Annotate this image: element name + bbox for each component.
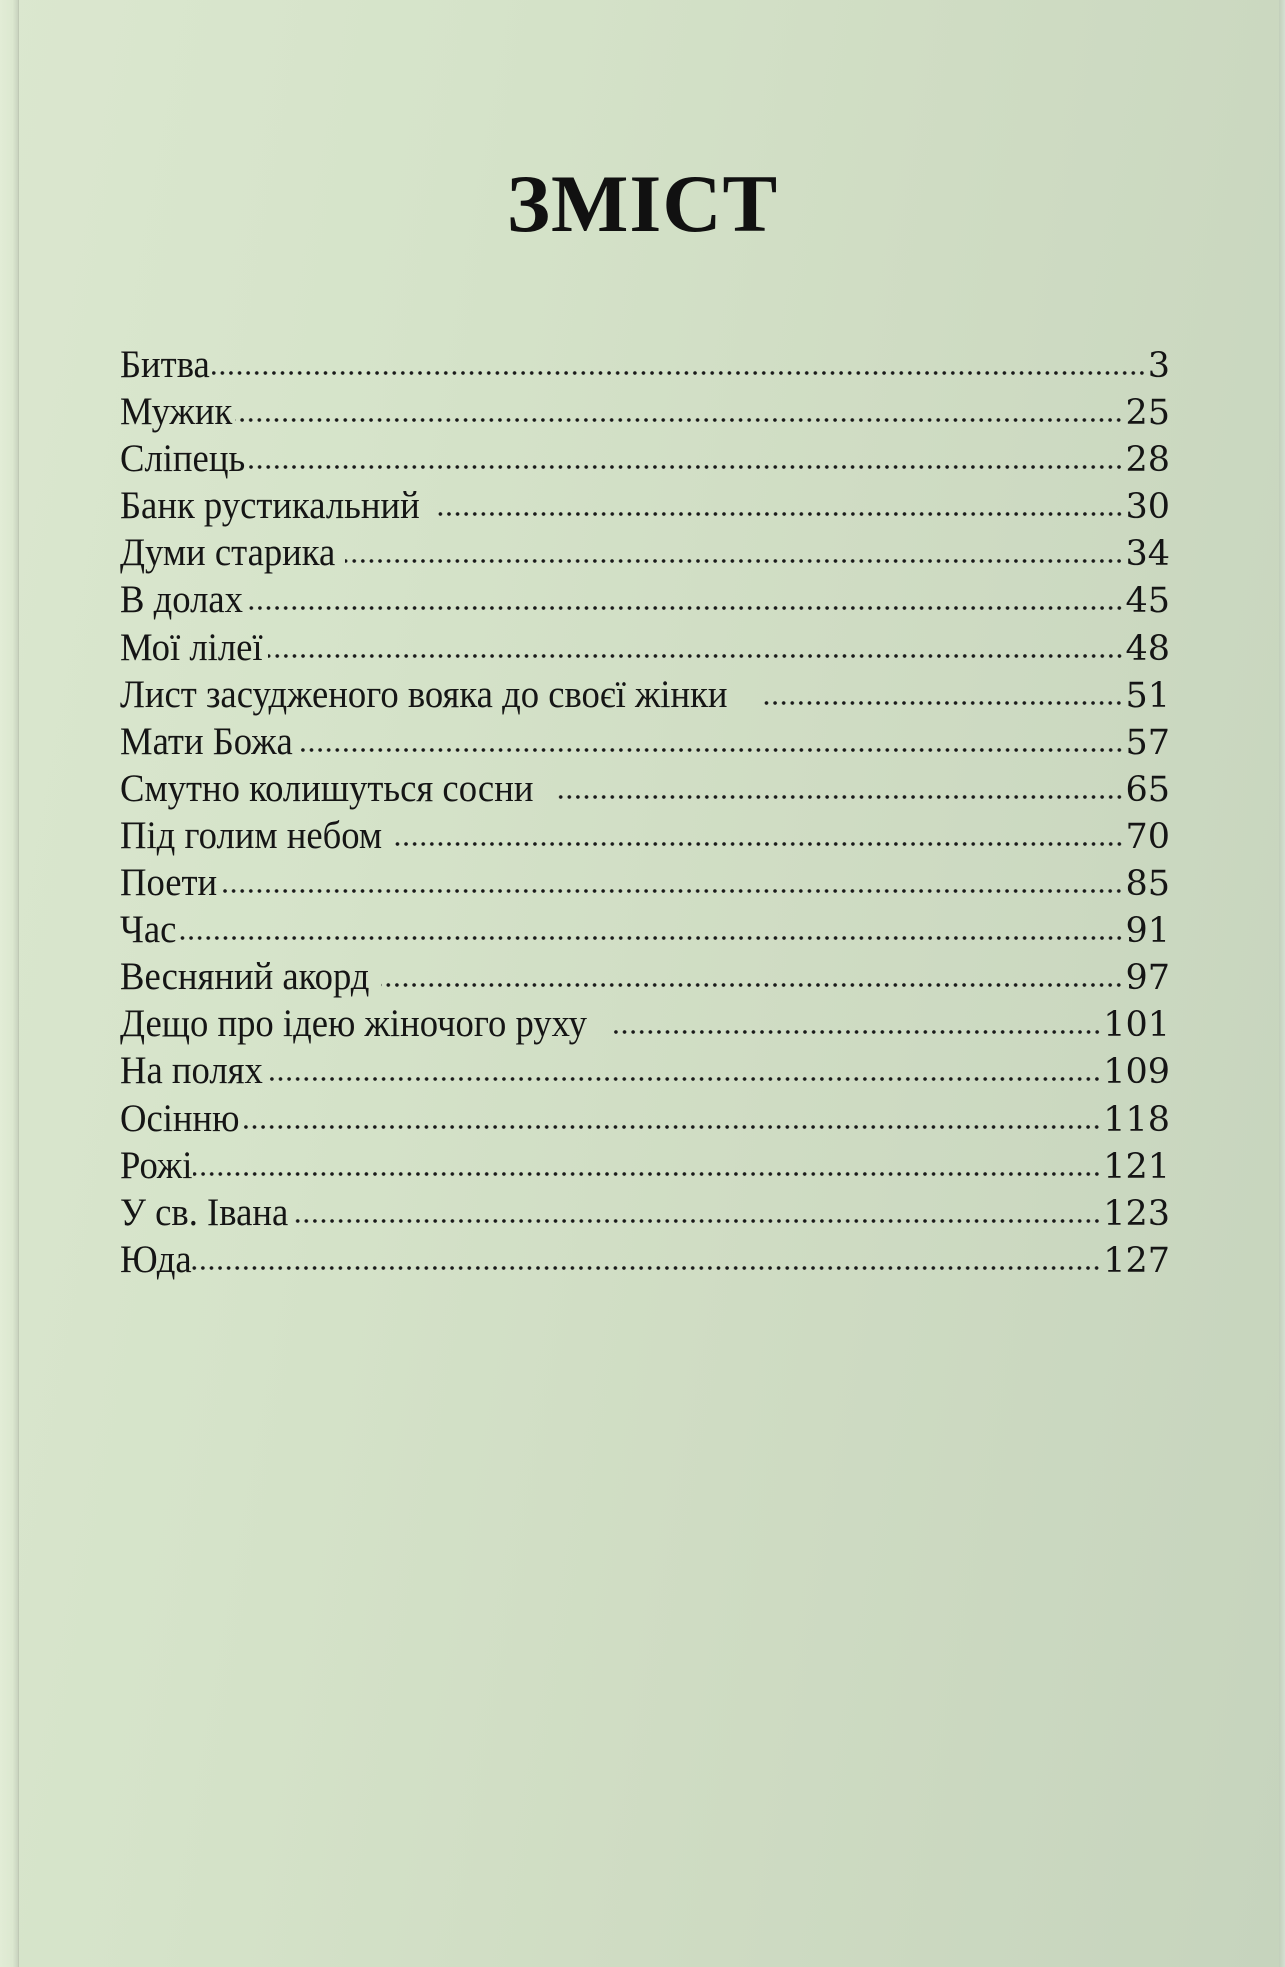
toc-entry xyxy=(120,1092,1170,1139)
toc-entry-title: Мої лілеї xyxy=(120,625,263,669)
toc-entry-page: 65 xyxy=(1125,769,1170,810)
toc-entry-page: 109 xyxy=(1103,1052,1170,1093)
toc-entry-page: 34 xyxy=(1125,534,1170,575)
toc-entry-title: Поети xyxy=(120,861,218,905)
toc-entry-page: 45 xyxy=(1125,581,1170,622)
toc-entry-title: Сліпець xyxy=(120,437,246,481)
dot-leader xyxy=(762,668,1123,707)
toc-entry xyxy=(120,668,1170,715)
dot-leader xyxy=(249,432,1123,471)
toc-entry xyxy=(120,479,1170,526)
toc-entry-title: В долах xyxy=(120,578,244,622)
toc-entry-title: Мати Божа xyxy=(120,719,293,763)
toc-entry-page: 28 xyxy=(1125,440,1170,481)
toc-entry xyxy=(120,762,1170,809)
toc-entry xyxy=(120,573,1170,620)
toc-entry-title: У св. Івана xyxy=(120,1190,289,1234)
toc-entry-title: Думи старика xyxy=(120,531,336,575)
toc-entry-page: 48 xyxy=(1125,628,1170,669)
toc-entry-page: 70 xyxy=(1125,816,1170,857)
toc-entry xyxy=(120,1186,1170,1233)
toc-entry-page: 3 xyxy=(1147,346,1170,386)
toc-entry-title: Дещо про ідею жіночого руху xyxy=(120,1002,587,1046)
dot-leader xyxy=(192,1233,1101,1272)
toc-entry xyxy=(120,856,1170,903)
toc-entry-title: Мужик xyxy=(120,390,233,434)
toc-entry xyxy=(120,997,1170,1044)
dot-leader xyxy=(268,1044,1101,1083)
toc-entry-page: 127 xyxy=(1103,1240,1170,1281)
toc-entry-title: Осінню xyxy=(120,1096,240,1140)
dot-leader xyxy=(435,479,1124,518)
dot-leader xyxy=(268,621,1124,660)
toc-entry-page: 101 xyxy=(1103,1005,1170,1046)
toc-entry-title: Битва xyxy=(120,343,210,386)
page-edge-left xyxy=(0,0,19,1967)
toc-entry-page: 123 xyxy=(1103,1193,1170,1234)
toc-entry-title: Смутно колишуться сосни xyxy=(120,766,534,810)
toc-entry xyxy=(120,809,1170,856)
toc-entry xyxy=(120,621,1170,668)
toc-entry-page: 85 xyxy=(1125,864,1170,905)
dot-leader xyxy=(345,526,1123,565)
toc-entry-title: Рожі xyxy=(120,1143,193,1187)
toc-entry-title: На полях xyxy=(120,1049,263,1093)
toc-entry xyxy=(120,1139,1170,1186)
toc-entry-page: 51 xyxy=(1125,675,1170,716)
toc-entry-page: 30 xyxy=(1125,487,1170,528)
dot-leader xyxy=(193,1139,1101,1178)
toc-entry-page: 121 xyxy=(1103,1146,1170,1187)
toc-entry xyxy=(120,1233,1170,1280)
dot-leader xyxy=(247,573,1124,612)
toc-entry-page: 118 xyxy=(1103,1099,1170,1140)
toc-entry-page: 25 xyxy=(1125,393,1170,434)
toc-entry-title: Весняний акорд xyxy=(120,955,370,999)
toc-entry xyxy=(120,526,1170,573)
toc-entry xyxy=(120,432,1170,479)
table-of-contents xyxy=(120,338,1170,1280)
toc-entry-title: Час xyxy=(120,908,177,952)
toc-entry-page: 97 xyxy=(1125,958,1170,999)
toc-entry xyxy=(120,1044,1170,1091)
dot-leader xyxy=(395,809,1124,848)
toc-entry-page: 57 xyxy=(1125,722,1170,763)
dot-leader xyxy=(212,338,1146,377)
dot-leader xyxy=(176,903,1123,942)
page-title: ЗМІСТ xyxy=(506,157,779,249)
toc-entry xyxy=(120,950,1170,997)
dot-leader xyxy=(243,1092,1101,1131)
toc-entry-title: Банк рустикальний xyxy=(120,484,420,528)
toc-entry-title: Лист засудженого вояка до своєї жінки xyxy=(120,672,728,716)
toc-entry-page: 91 xyxy=(1125,911,1170,952)
toc-entry-title: Юда xyxy=(120,1237,192,1281)
dot-leader xyxy=(235,385,1123,424)
dot-leader xyxy=(381,950,1123,989)
dot-leader xyxy=(295,1186,1101,1225)
toc-entry-title: Під голим небом xyxy=(120,813,383,857)
dot-leader xyxy=(613,997,1101,1036)
dot-leader xyxy=(556,762,1124,801)
toc-entry xyxy=(120,385,1170,432)
toc-entry xyxy=(120,338,1170,385)
page-edge-right xyxy=(1279,0,1285,1967)
toc-entry xyxy=(120,715,1170,762)
toc-entry xyxy=(120,903,1170,950)
dot-leader xyxy=(300,715,1124,754)
dot-leader xyxy=(219,856,1123,895)
